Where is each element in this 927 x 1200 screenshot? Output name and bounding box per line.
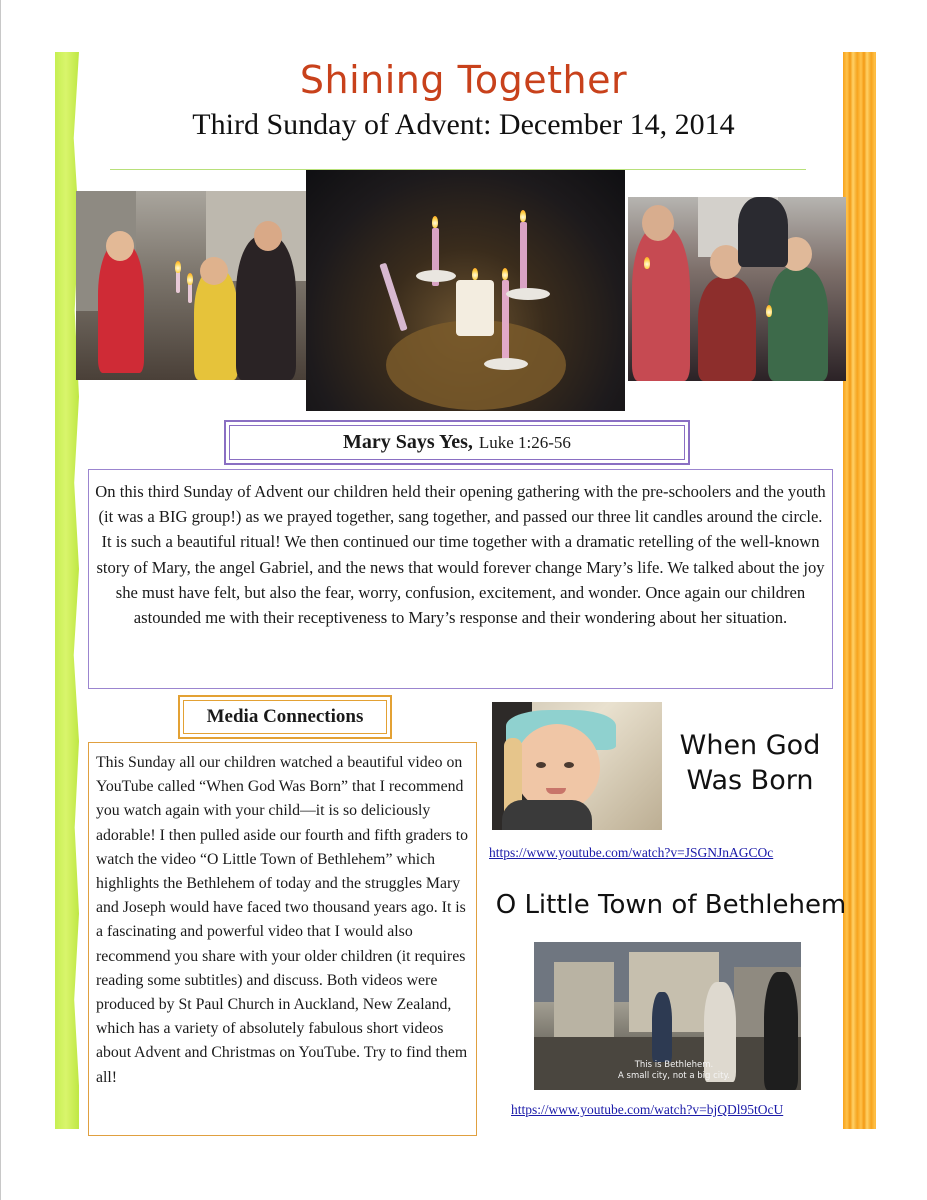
media-connections-heading-box <box>178 695 392 739</box>
video-title-line-1: When God <box>679 730 821 761</box>
video-thumbnail-when-god-was-born[interactable] <box>492 702 662 830</box>
video-title-o-little-town: O Little Town of Bethlehem <box>495 890 847 920</box>
video-title-line-2: Was Born <box>686 765 814 796</box>
scripture-reference: Luke 1:26-56 <box>478 432 571 452</box>
video-subtitle-caption <box>614 1060 734 1082</box>
caption-line-1: This is Bethlehem. <box>634 1060 714 1070</box>
newsletter-title: Shining Together <box>299 58 628 102</box>
media-connections-body: This Sunday all our children watched a beautiful video on YouTube called “When God Was Born” that I recommend you watch again with your child—it is so deliciously adorable! I then pulled aside our fourth and fifth graders to watch the video “O Little Town of Bethlehem” which highlights the Bethlehem of today and the struggles Mary and Joseph would have faced two thousand years ago. It is a fascinating and powerful video that I would also recommend you share with your older children (it requires reading some subtitles) and discuss. Both videos were produced by St Paul Church in Auckland, New Zealand, which has a variety of absolutely fabulous short videos about Advent and Christmas on YouTube. Try to find them all! <box>88 742 477 1136</box>
mary-says-yes-heading-box <box>224 420 690 465</box>
decorative-orange-band <box>843 52 876 1129</box>
newsletter-date: Third Sunday of Advent: December 14, 2014 <box>192 108 735 141</box>
page-edge <box>0 0 1 1200</box>
youtube-link-when-god-was-born[interactable]: https://www.youtube.com/watch?v=JSGNJnAGCOc <box>489 845 774 860</box>
video-thumbnail-o-little-town[interactable] <box>534 942 801 1090</box>
mary-says-yes-body: On this third Sunday of Advent our children held their opening gathering with the pre-schoolers and the youth (it was a BIG group!) as we prayed together, sang together, and passed our three lit candles around the circle. It is such a beautiful ritual! We then continued our time together with a dramatic retelling of the well-known story of Mary, the angel Gabriel, and the news that would forever change Mary’s life. We talked about the joy she must have felt, but also the fear, worry, confusion, excitement, and wonder. Once again our children astounded me with their receptiveness to Mary’s response and their wondering about her situation. <box>88 469 833 689</box>
youtube-link-o-little-town[interactable]: https://www.youtube.com/watch?v=bjQDl95tOcU <box>511 1102 784 1117</box>
photo-advent-wreath <box>306 170 625 411</box>
photo-children-holding-candles <box>628 197 846 381</box>
photo-children-with-candles <box>76 191 306 380</box>
mary-says-yes-title: Mary Says Yes, <box>343 431 473 453</box>
video-title-when-god-was-born <box>675 728 825 798</box>
media-connections-title: Media Connections <box>206 706 364 727</box>
caption-line-2: A small city, not a big city. <box>618 1071 730 1081</box>
